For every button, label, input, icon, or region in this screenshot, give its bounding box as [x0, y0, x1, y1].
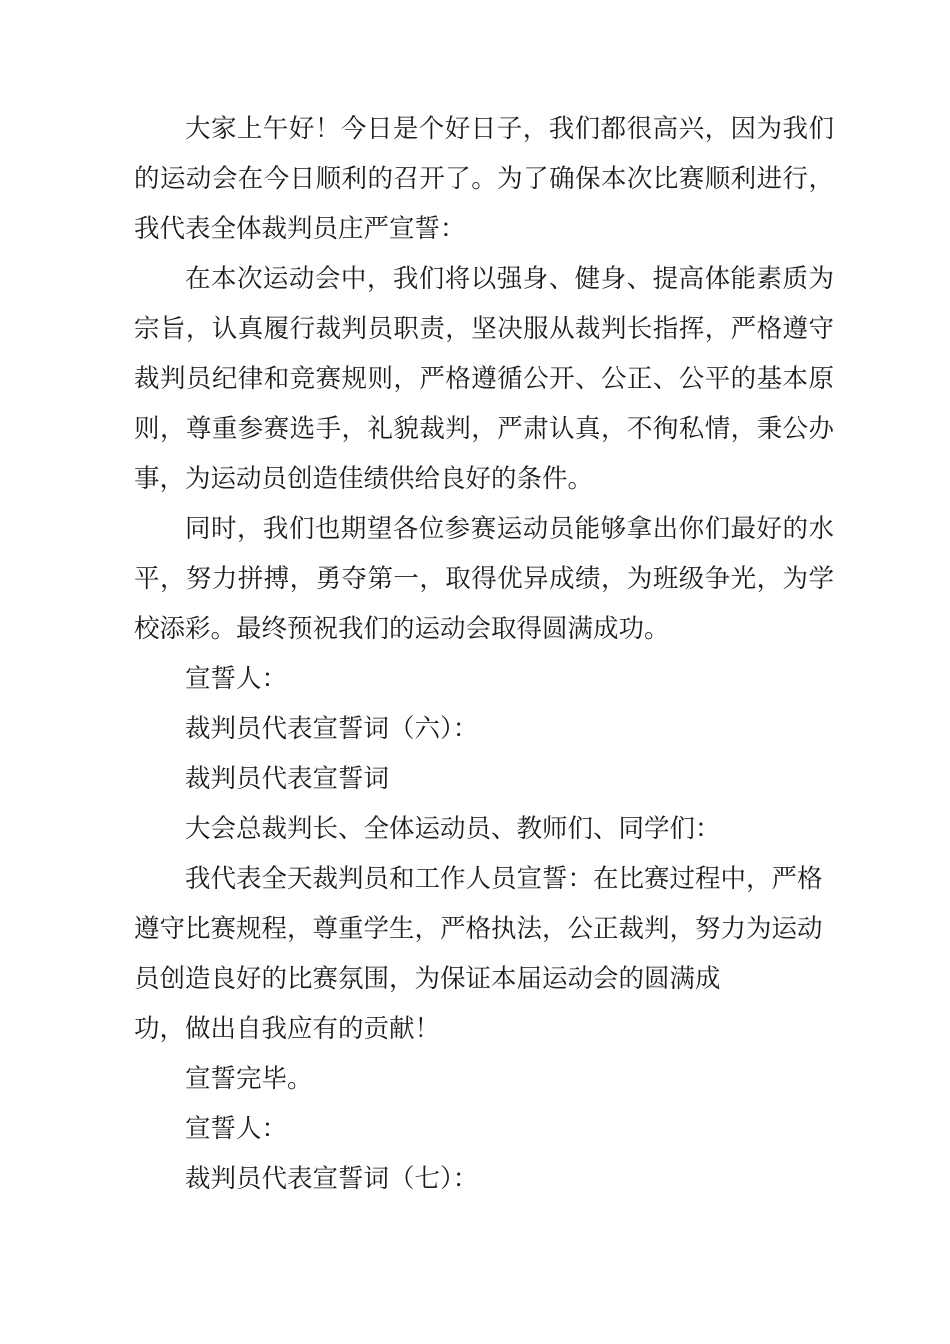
oath-taker-label: 宣誓人：: [185, 664, 288, 694]
oath-title: 裁判员代表宣誓词: [185, 764, 390, 794]
document-body: [134, 104, 834, 1204]
section-heading-seven: 裁判员代表宣誓词（七）：: [185, 1164, 479, 1194]
paragraph-oath-body: 在本次运动会中，我们将以强身、健身、提高体能素质为宗旨，认真履行裁判员职责，坚决服从裁判长指挥，严格遵守裁判员纪律和竞赛规则，严格遵循公开、公正、公平的基本原则，尊重参赛选手，礼貌裁判，严肃认真，不徇私情，秉公办事，为运动员创造佳绩供给良好的条件。: [134, 264, 834, 494]
paragraph-opening: 大家上午好！今日是个好日子，我们都很高兴，因为我们的运动会在今日顺利的召开了。为了确保本次比赛顺利进行，我代表全体裁判员庄严宣誓：: [134, 114, 834, 244]
section-heading-six: 裁判员代表宣誓词（六）：: [185, 714, 479, 744]
salutation: 大会总裁判长、全体运动员、教师们、同学们：: [185, 814, 721, 844]
oath-complete: 宣誓完毕。: [185, 1064, 313, 1094]
paragraph-pledge: 我代表全天裁判员和工作人员宣誓：在比赛过程中，严格遵守比赛规程，尊重学生，严格执法，公正裁判，努力为运动员创造良好的比赛氛围，为保证本届运动会的圆满成: [134, 864, 823, 994]
oath-taker-label-2: 宣誓人：: [185, 1114, 288, 1144]
paragraph-pledge-continued: 功，做出自我应有的贡献！: [134, 1014, 441, 1044]
paragraph-wishes: 同时，我们也期望各位参赛运动员能够拿出你们最好的水平，努力拼搏，勇夺第一，取得优异成绩，为班级争光，为学校添彩。最终预祝我们的运动会取得圆满成功。: [134, 514, 834, 644]
